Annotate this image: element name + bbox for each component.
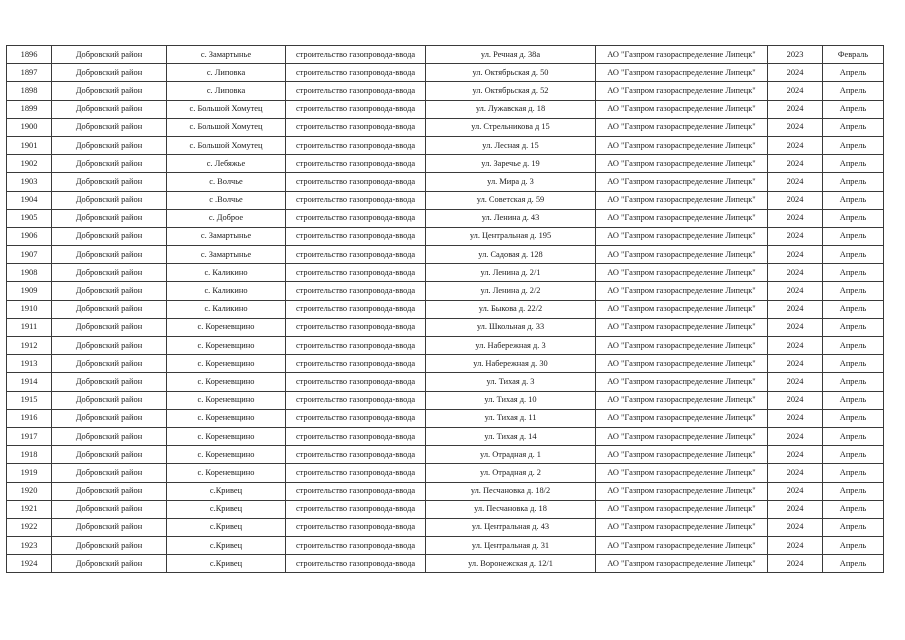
row-number-cell: 1904: [7, 191, 52, 209]
district-cell: Добровский район: [52, 355, 167, 373]
address-cell: ул. Центральная д. 43: [426, 518, 596, 536]
organization-cell: АО "Газпром газораспределение Липецк": [596, 246, 768, 264]
settlement-cell: с. Кореневщино: [167, 337, 286, 355]
year-cell: 2024: [768, 500, 823, 518]
settlement-cell: с. Замартынье: [167, 227, 286, 245]
table-row: [7, 136, 884, 154]
table-row: [7, 537, 884, 555]
work-type-cell: строительство газопровода-ввода: [286, 373, 426, 391]
table-row: [7, 64, 884, 82]
district-cell: Добровский район: [52, 427, 167, 445]
work-type-cell: строительство газопровода-ввода: [286, 227, 426, 245]
district-cell: Добровский район: [52, 155, 167, 173]
address-cell: ул. Ленина д. 43: [426, 209, 596, 227]
data-table: [6, 45, 884, 573]
work-type-cell: строительство газопровода-ввода: [286, 391, 426, 409]
settlement-cell: с. Кореневщино: [167, 355, 286, 373]
row-number-cell: 1911: [7, 318, 52, 336]
table-row: [7, 482, 884, 500]
district-cell: Добровский район: [52, 373, 167, 391]
district-cell: Добровский район: [52, 64, 167, 82]
organization-cell: АО "Газпром газораспределение Липецк": [596, 64, 768, 82]
district-cell: Добровский район: [52, 391, 167, 409]
year-cell: 2024: [768, 282, 823, 300]
district-cell: Добровский район: [52, 100, 167, 118]
settlement-cell: с. Волчье: [167, 173, 286, 191]
address-cell: ул. Октябрьская д. 52: [426, 82, 596, 100]
organization-cell: АО "Газпром газораспределение Липецк": [596, 427, 768, 445]
organization-cell: АО "Газпром газораспределение Липецк": [596, 155, 768, 173]
row-number-cell: 1923: [7, 537, 52, 555]
month-cell: Апрель: [823, 300, 884, 318]
row-number-cell: 1909: [7, 282, 52, 300]
table-row: [7, 155, 884, 173]
address-cell: ул. Центральная д. 31: [426, 537, 596, 555]
organization-cell: АО "Газпром газораспределение Липецк": [596, 409, 768, 427]
address-cell: ул. Песчановка д. 18: [426, 500, 596, 518]
settlement-cell: с. Кореневщино: [167, 409, 286, 427]
work-type-cell: строительство газопровода-ввода: [286, 209, 426, 227]
address-cell: ул. Тихая д. 3: [426, 373, 596, 391]
district-cell: Добровский район: [52, 518, 167, 536]
organization-cell: АО "Газпром газораспределение Липецк": [596, 136, 768, 154]
address-cell: ул. Мира д. 3: [426, 173, 596, 191]
settlement-cell: с. Каликино: [167, 300, 286, 318]
month-cell: Апрель: [823, 82, 884, 100]
district-cell: Добровский район: [52, 482, 167, 500]
row-number-cell: 1896: [7, 46, 52, 64]
month-cell: Апрель: [823, 482, 884, 500]
address-cell: ул. Набережная д. 3: [426, 337, 596, 355]
table-row: [7, 100, 884, 118]
organization-cell: АО "Газпром газораспределение Липецк": [596, 300, 768, 318]
row-number-cell: 1917: [7, 427, 52, 445]
year-cell: 2024: [768, 136, 823, 154]
address-cell: ул. Тихая д. 11: [426, 409, 596, 427]
table-row: [7, 518, 884, 536]
district-cell: Добровский район: [52, 409, 167, 427]
work-type-cell: строительство газопровода-ввода: [286, 282, 426, 300]
row-number-cell: 1920: [7, 482, 52, 500]
settlement-cell: с. Каликино: [167, 264, 286, 282]
year-cell: 2024: [768, 246, 823, 264]
year-cell: 2023: [768, 46, 823, 64]
settlement-cell: с. Кореневщино: [167, 391, 286, 409]
month-cell: Апрель: [823, 136, 884, 154]
row-number-cell: 1899: [7, 100, 52, 118]
row-number-cell: 1897: [7, 64, 52, 82]
organization-cell: АО "Газпром газораспределение Липецк": [596, 373, 768, 391]
document-page: [6, 45, 883, 573]
district-cell: Добровский район: [52, 500, 167, 518]
district-cell: Добровский район: [52, 118, 167, 136]
table-row: [7, 373, 884, 391]
work-type-cell: строительство газопровода-ввода: [286, 518, 426, 536]
organization-cell: АО "Газпром газораспределение Липецк": [596, 118, 768, 136]
work-type-cell: строительство газопровода-ввода: [286, 555, 426, 573]
settlement-cell: с.Кривец: [167, 500, 286, 518]
month-cell: Апрель: [823, 555, 884, 573]
address-cell: ул. Воронежская д. 12/1: [426, 555, 596, 573]
month-cell: Апрель: [823, 409, 884, 427]
organization-cell: АО "Газпром газораспределение Липецк": [596, 264, 768, 282]
work-type-cell: строительство газопровода-ввода: [286, 500, 426, 518]
work-type-cell: строительство газопровода-ввода: [286, 173, 426, 191]
address-cell: ул. Советская д. 59: [426, 191, 596, 209]
row-number-cell: 1914: [7, 373, 52, 391]
district-cell: Добровский район: [52, 209, 167, 227]
month-cell: Апрель: [823, 373, 884, 391]
year-cell: 2024: [768, 555, 823, 573]
row-number-cell: 1906: [7, 227, 52, 245]
year-cell: 2024: [768, 173, 823, 191]
work-type-cell: строительство газопровода-ввода: [286, 191, 426, 209]
row-number-cell: 1918: [7, 446, 52, 464]
row-number-cell: 1916: [7, 409, 52, 427]
work-type-cell: строительство газопровода-ввода: [286, 409, 426, 427]
settlement-cell: с. Большой Хомутец: [167, 136, 286, 154]
address-cell: ул. Отрадная д. 2: [426, 464, 596, 482]
table-row: [7, 173, 884, 191]
settlement-cell: с. Кореневщино: [167, 427, 286, 445]
settlement-cell: с. Кореневщино: [167, 464, 286, 482]
year-cell: 2024: [768, 391, 823, 409]
year-cell: 2024: [768, 464, 823, 482]
month-cell: Апрель: [823, 100, 884, 118]
month-cell: Апрель: [823, 391, 884, 409]
address-cell: ул. Отрадная д. 1: [426, 446, 596, 464]
table-row: [7, 264, 884, 282]
row-number-cell: 1900: [7, 118, 52, 136]
row-number-cell: 1924: [7, 555, 52, 573]
year-cell: 2024: [768, 118, 823, 136]
year-cell: 2024: [768, 191, 823, 209]
work-type-cell: строительство газопровода-ввода: [286, 264, 426, 282]
organization-cell: АО "Газпром газораспределение Липецк": [596, 191, 768, 209]
year-cell: 2024: [768, 82, 823, 100]
settlement-cell: с. Замартынье: [167, 246, 286, 264]
address-cell: ул. Речная д. 38а: [426, 46, 596, 64]
organization-cell: АО "Газпром газораспределение Липецк": [596, 464, 768, 482]
year-cell: 2024: [768, 482, 823, 500]
year-cell: 2024: [768, 409, 823, 427]
table-row: [7, 337, 884, 355]
address-cell: ул. Ленина д. 2/2: [426, 282, 596, 300]
table-body: [7, 46, 884, 573]
table-row: [7, 227, 884, 245]
row-number-cell: 1908: [7, 264, 52, 282]
work-type-cell: строительство газопровода-ввода: [286, 246, 426, 264]
month-cell: Апрель: [823, 464, 884, 482]
work-type-cell: строительство газопровода-ввода: [286, 100, 426, 118]
address-cell: ул. Лужавская д. 18: [426, 100, 596, 118]
district-cell: Добровский район: [52, 300, 167, 318]
year-cell: 2024: [768, 318, 823, 336]
table-row: [7, 46, 884, 64]
table-row: [7, 82, 884, 100]
settlement-cell: с. Кореневщино: [167, 318, 286, 336]
district-cell: Добровский район: [52, 264, 167, 282]
row-number-cell: 1919: [7, 464, 52, 482]
district-cell: Добровский район: [52, 46, 167, 64]
row-number-cell: 1922: [7, 518, 52, 536]
district-cell: Добровский район: [52, 337, 167, 355]
address-cell: ул. Быкова д. 22/2: [426, 300, 596, 318]
month-cell: Апрель: [823, 337, 884, 355]
row-number-cell: 1910: [7, 300, 52, 318]
table-row: [7, 191, 884, 209]
organization-cell: АО "Газпром газораспределение Липецк": [596, 446, 768, 464]
month-cell: Апрель: [823, 246, 884, 264]
row-number-cell: 1913: [7, 355, 52, 373]
work-type-cell: строительство газопровода-ввода: [286, 136, 426, 154]
month-cell: Апрель: [823, 118, 884, 136]
address-cell: ул. Заречье д. 19: [426, 155, 596, 173]
organization-cell: АО "Газпром газораспределение Липецк": [596, 227, 768, 245]
settlement-cell: с.Кривец: [167, 555, 286, 573]
settlement-cell: с. Кореневщино: [167, 446, 286, 464]
settlement-cell: с. Лебяжье: [167, 155, 286, 173]
work-type-cell: строительство газопровода-ввода: [286, 64, 426, 82]
month-cell: Апрель: [823, 427, 884, 445]
address-cell: ул. Стрельникова д 15: [426, 118, 596, 136]
month-cell: Апрель: [823, 173, 884, 191]
month-cell: Апрель: [823, 518, 884, 536]
organization-cell: АО "Газпром газораспределение Липецк": [596, 209, 768, 227]
year-cell: 2024: [768, 100, 823, 118]
year-cell: 2024: [768, 355, 823, 373]
district-cell: Добровский район: [52, 191, 167, 209]
month-cell: Апрель: [823, 318, 884, 336]
address-cell: ул. Набережная д. 30: [426, 355, 596, 373]
district-cell: Добровский район: [52, 537, 167, 555]
address-cell: ул. Ленина д. 2/1: [426, 264, 596, 282]
work-type-cell: строительство газопровода-ввода: [286, 46, 426, 64]
settlement-cell: с. Каликино: [167, 282, 286, 300]
table-row: [7, 446, 884, 464]
address-cell: ул. Тихая д. 14: [426, 427, 596, 445]
settlement-cell: с.Кривец: [167, 518, 286, 536]
year-cell: 2024: [768, 446, 823, 464]
month-cell: Апрель: [823, 191, 884, 209]
year-cell: 2024: [768, 209, 823, 227]
district-cell: Добровский район: [52, 318, 167, 336]
settlement-cell: с.Кривец: [167, 482, 286, 500]
work-type-cell: строительство газопровода-ввода: [286, 464, 426, 482]
settlement-cell: с. Большой Хомутец: [167, 100, 286, 118]
address-cell: ул. Октябрьская д. 50: [426, 64, 596, 82]
row-number-cell: 1898: [7, 82, 52, 100]
year-cell: 2024: [768, 373, 823, 391]
table-row: [7, 246, 884, 264]
district-cell: Добровский район: [52, 555, 167, 573]
settlement-cell: с. Кореневщино: [167, 373, 286, 391]
organization-cell: АО "Газпром газораспределение Липецк": [596, 391, 768, 409]
settlement-cell: с.Кривец: [167, 537, 286, 555]
district-cell: Добровский район: [52, 136, 167, 154]
row-number-cell: 1903: [7, 173, 52, 191]
work-type-cell: строительство газопровода-ввода: [286, 537, 426, 555]
row-number-cell: 1905: [7, 209, 52, 227]
table-row: [7, 464, 884, 482]
work-type-cell: строительство газопровода-ввода: [286, 427, 426, 445]
district-cell: Добровский район: [52, 446, 167, 464]
table-row: [7, 409, 884, 427]
month-cell: Апрель: [823, 209, 884, 227]
month-cell: Апрель: [823, 282, 884, 300]
table-row: [7, 282, 884, 300]
work-type-cell: строительство газопровода-ввода: [286, 300, 426, 318]
month-cell: Февраль: [823, 46, 884, 64]
settlement-cell: с. Липовка: [167, 64, 286, 82]
row-number-cell: 1907: [7, 246, 52, 264]
table-row: [7, 318, 884, 336]
organization-cell: АО "Газпром газораспределение Липецк": [596, 537, 768, 555]
address-cell: ул. Садовая д. 128: [426, 246, 596, 264]
district-cell: Добровский район: [52, 227, 167, 245]
district-cell: Добровский район: [52, 173, 167, 191]
district-cell: Добровский район: [52, 82, 167, 100]
district-cell: Добровский район: [52, 282, 167, 300]
year-cell: 2024: [768, 537, 823, 555]
district-cell: Добровский район: [52, 246, 167, 264]
row-number-cell: 1921: [7, 500, 52, 518]
work-type-cell: строительство газопровода-ввода: [286, 337, 426, 355]
work-type-cell: строительство газопровода-ввода: [286, 355, 426, 373]
organization-cell: АО "Газпром газораспределение Липецк": [596, 82, 768, 100]
district-cell: Добровский район: [52, 464, 167, 482]
month-cell: Апрель: [823, 500, 884, 518]
year-cell: 2024: [768, 518, 823, 536]
table-row: [7, 209, 884, 227]
work-type-cell: строительство газопровода-ввода: [286, 446, 426, 464]
year-cell: 2024: [768, 64, 823, 82]
month-cell: Апрель: [823, 537, 884, 555]
organization-cell: АО "Газпром газораспределение Липецк": [596, 173, 768, 191]
table-row: [7, 300, 884, 318]
table-row: [7, 355, 884, 373]
organization-cell: АО "Газпром газораспределение Липецк": [596, 482, 768, 500]
month-cell: Апрель: [823, 355, 884, 373]
organization-cell: АО "Газпром газораспределение Липецк": [596, 46, 768, 64]
row-number-cell: 1912: [7, 337, 52, 355]
settlement-cell: с .Волчье: [167, 191, 286, 209]
month-cell: Апрель: [823, 64, 884, 82]
table-row: [7, 427, 884, 445]
work-type-cell: строительство газопровода-ввода: [286, 82, 426, 100]
work-type-cell: строительство газопровода-ввода: [286, 118, 426, 136]
row-number-cell: 1915: [7, 391, 52, 409]
table-row: [7, 500, 884, 518]
month-cell: Апрель: [823, 155, 884, 173]
table-row: [7, 555, 884, 573]
month-cell: Апрель: [823, 227, 884, 245]
month-cell: Апрель: [823, 446, 884, 464]
organization-cell: АО "Газпром газораспределение Липецк": [596, 500, 768, 518]
organization-cell: АО "Газпром газораспределение Липецк": [596, 518, 768, 536]
month-cell: Апрель: [823, 264, 884, 282]
address-cell: ул. Центральная д. 195: [426, 227, 596, 245]
work-type-cell: строительство газопровода-ввода: [286, 482, 426, 500]
organization-cell: АО "Газпром газораспределение Липецк": [596, 100, 768, 118]
organization-cell: АО "Газпром газораспределение Липецк": [596, 337, 768, 355]
address-cell: ул. Школьная д. 33: [426, 318, 596, 336]
work-type-cell: строительство газопровода-ввода: [286, 318, 426, 336]
settlement-cell: с. Доброе: [167, 209, 286, 227]
row-number-cell: 1901: [7, 136, 52, 154]
row-number-cell: 1902: [7, 155, 52, 173]
year-cell: 2024: [768, 155, 823, 173]
table-row: [7, 391, 884, 409]
settlement-cell: с. Большой Хомутец: [167, 118, 286, 136]
organization-cell: АО "Газпром газораспределение Липецк": [596, 318, 768, 336]
year-cell: 2024: [768, 300, 823, 318]
organization-cell: АО "Газпром газораспределение Липецк": [596, 282, 768, 300]
address-cell: ул. Песчановка д. 18/2: [426, 482, 596, 500]
address-cell: ул. Лесная д. 15: [426, 136, 596, 154]
organization-cell: АО "Газпром газораспределение Липецк": [596, 355, 768, 373]
work-type-cell: строительство газопровода-ввода: [286, 155, 426, 173]
year-cell: 2024: [768, 227, 823, 245]
address-cell: ул. Тихая д. 10: [426, 391, 596, 409]
year-cell: 2024: [768, 337, 823, 355]
organization-cell: АО "Газпром газораспределение Липецк": [596, 555, 768, 573]
settlement-cell: с. Замартынье: [167, 46, 286, 64]
table-row: [7, 118, 884, 136]
year-cell: 2024: [768, 264, 823, 282]
settlement-cell: с. Липовка: [167, 82, 286, 100]
year-cell: 2024: [768, 427, 823, 445]
